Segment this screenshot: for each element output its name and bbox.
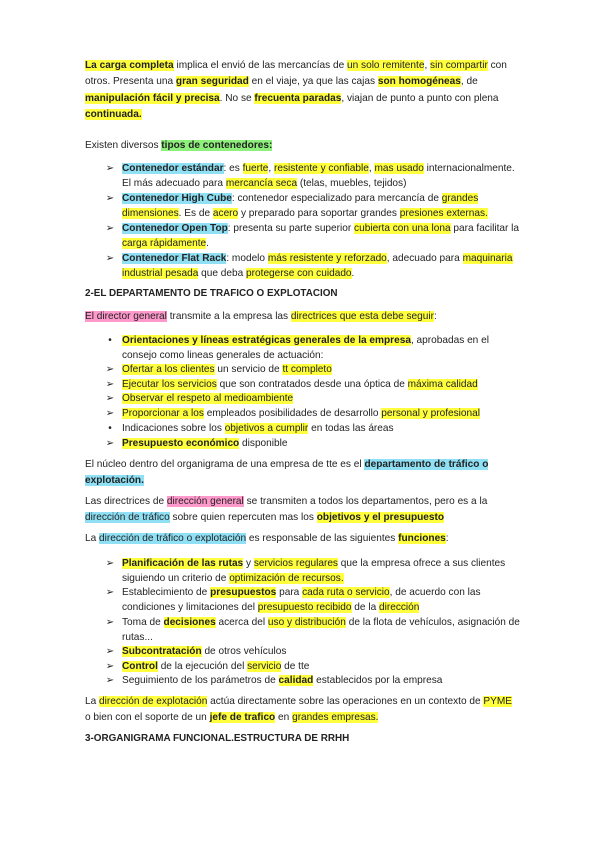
list-item — [103, 436, 523, 451]
text: o bien con el soporte de un — [85, 712, 210, 724]
text: actúa directamente sobre las operaciones en un contexto de — [207, 696, 484, 707]
text: empleados posibilidades de desarrollo — [203, 408, 382, 419]
list-item — [103, 673, 523, 688]
highlight: Ejecutar los servicios — [122, 379, 217, 390]
text: La — [85, 533, 100, 544]
text: . — [351, 268, 355, 279]
highlight: cubierta con una lona — [354, 223, 451, 234]
arrow-icon: ➢ — [105, 646, 115, 657]
list-item — [103, 556, 523, 586]
highlight: mas usado — [374, 163, 424, 174]
text: en — [275, 712, 293, 724]
highlight: Contenedor High Cube — [122, 193, 232, 204]
arrow-icon: ➢ — [105, 587, 115, 598]
text: , — [268, 163, 275, 174]
highlight: protegerse con cuidado — [246, 268, 352, 279]
paragraph-carga-completa — [85, 58, 520, 124]
paragraph-tipos — [85, 138, 520, 154]
arrow-icon: ➢ — [105, 163, 115, 174]
arrow-icon: ➢ — [105, 379, 115, 390]
arrow-icon: ➢ — [105, 408, 115, 419]
highlight: dirección de tráfico o explotación — [99, 533, 247, 544]
text: establecidos por la empresa — [313, 675, 443, 686]
list-item — [103, 221, 523, 251]
list-item — [103, 659, 523, 674]
text: transmite a la empresa las — [166, 311, 291, 322]
highlight: PYME — [483, 696, 513, 707]
text: se transmiten a todos los departamentos, pero es a la — [243, 496, 488, 507]
highlight: dirección general — [166, 496, 244, 507]
highlight: carga rápidamente — [122, 238, 207, 249]
text: , de — [460, 76, 478, 88]
highlight: jefe de trafico — [209, 712, 276, 724]
text: Seguimiento de los parámetros de — [122, 675, 279, 686]
arrow-icon: ➢ — [105, 193, 115, 204]
section-heading: 3-ORGANIGRAMA FUNCIONAL.ESTRUCTURA DE RRHH — [85, 733, 350, 744]
highlight: cada ruta o servicio — [302, 587, 390, 598]
text: en el viaje, ya que las cajas — [248, 76, 378, 88]
highlight: dirección de explotación — [99, 696, 208, 707]
text: : modelo — [226, 253, 268, 264]
highlight: Control — [122, 661, 158, 672]
list-item — [103, 377, 523, 392]
highlight: servicios regulares — [253, 558, 338, 569]
highlight: un solo remitente — [347, 60, 425, 71]
text: de la flota de vehículos, asignación de rutas... — [122, 617, 520, 643]
highlight: sin compartir — [430, 60, 488, 71]
highlight: mercancía seca — [225, 178, 298, 189]
highlight: Subcontratación — [122, 646, 202, 657]
arrow-icon: ➢ — [105, 438, 115, 449]
text: que la empresa ofrece a sus clientes siguiendo un criterio de — [122, 558, 506, 584]
highlight: presupuestos — [210, 587, 277, 598]
bullet-icon: • — [108, 335, 112, 346]
text: de la ejecución del — [157, 661, 248, 672]
text: . — [206, 238, 209, 249]
text: Toma de — [122, 617, 164, 628]
text: es responsable de las siguientes — [246, 533, 399, 544]
list-item — [103, 585, 523, 615]
highlight: presupuesto recibido — [257, 602, 352, 613]
text: y preparado para soportar grandes — [238, 208, 400, 219]
bullet-icon: • — [108, 423, 112, 434]
text: disponible — [239, 438, 288, 449]
text: . Es de — [178, 208, 213, 219]
text: de la — [351, 602, 379, 613]
arrow-icon: ➢ — [105, 661, 115, 672]
highlight: continuada. — [85, 109, 142, 121]
text: : — [433, 311, 437, 322]
text: de tte — [281, 661, 310, 672]
highlight: uso y distribución — [267, 617, 346, 628]
text: que deba — [198, 268, 247, 279]
highlight: calidad — [278, 675, 314, 686]
text: : contenedor especializado para mercancía de — [231, 193, 442, 204]
arrow-icon: ➢ — [105, 393, 115, 404]
highlight: directrices que esta debe seguir — [290, 311, 434, 322]
paragraph-directrices — [85, 494, 520, 527]
text: sobre quien repercuten mas los — [169, 512, 317, 524]
text: : presenta su parte superior — [227, 223, 355, 234]
highlight: Contenedor estándar — [122, 163, 224, 174]
text: con otros. Presenta una — [85, 60, 507, 88]
highlight: Proporcionar a los — [122, 408, 204, 419]
highlight: tt completo — [282, 364, 332, 375]
highlight: grandes empresas. — [292, 712, 379, 724]
highlight: maquinaria industrial pesada — [122, 253, 513, 279]
paragraph-director — [85, 309, 520, 325]
list-item — [103, 391, 523, 406]
list-item — [103, 615, 523, 645]
text: internacionalmente. El más adecuado para — [122, 163, 515, 189]
highlight: Ofertar a los clientes — [122, 364, 215, 375]
highlight: La carga completa — [85, 60, 174, 71]
highlight: objetivos y el presupuesto — [316, 512, 445, 524]
text: Existen diversos — [85, 140, 162, 151]
list-item — [103, 191, 523, 221]
section-heading: 2-EL DEPARTAMENTO DE TRAFICO O EXPLOTACION — [85, 288, 338, 299]
arrow-icon: ➢ — [105, 223, 115, 234]
highlight: dirección de tráfico — [85, 512, 170, 524]
highlight: Contenedor Open Top — [122, 223, 228, 234]
arrow-icon: ➢ — [105, 617, 115, 628]
highlight: presiones externas. — [399, 208, 488, 219]
text: (telas, muebles, tejidos) — [297, 178, 407, 189]
list-item — [103, 406, 523, 421]
text: , — [368, 163, 375, 174]
list-item — [103, 362, 523, 377]
text: : — [445, 533, 449, 544]
text: en todas las áreas — [308, 423, 394, 434]
text: para facilitar la — [450, 223, 520, 234]
text: Establecimiento de — [122, 587, 211, 598]
paragraph-nucleo — [85, 457, 520, 490]
highlight: acero — [212, 208, 239, 219]
highlight: departamento de tráfico o explotación. — [85, 459, 489, 487]
highlight: decisiones — [163, 617, 216, 628]
highlight: más resistente y reforzado — [267, 253, 387, 264]
highlight: Orientaciones y líneas estratégicas generales de la empresa — [122, 335, 411, 346]
highlight: Observar el respeto al medioambiente — [122, 393, 294, 404]
highlight: funciones — [398, 533, 446, 544]
arrow-icon: ➢ — [105, 253, 115, 264]
text: , viajan de punto a punto con plena — [341, 92, 499, 104]
text: que son contratados desde una óptica de — [216, 379, 408, 390]
highlight: resistente y confiable — [274, 163, 369, 174]
text: Indicaciones sobre los — [122, 423, 225, 434]
highlight: frecuenta paradas — [254, 92, 342, 104]
highlight: máxima calidad — [407, 379, 478, 390]
text: : es — [223, 163, 243, 174]
list-item — [103, 161, 523, 191]
text: , aprobadas en el consejo como lineas generales de actuación: — [122, 335, 489, 361]
highlight: El director general — [85, 311, 167, 322]
text: , — [424, 60, 431, 71]
highlight: gran seguridad — [175, 76, 249, 88]
arrow-icon: ➢ — [105, 364, 115, 375]
text: implica el envió de las mercancías de — [173, 60, 347, 71]
highlight: personal y profesional — [381, 408, 480, 419]
highlight: tipos de contenedores: — [161, 140, 273, 151]
highlight: dirección — [379, 602, 420, 613]
highlight: grandes dimensiones — [122, 193, 479, 219]
highlight: Planificación de las rutas — [122, 558, 244, 569]
paragraph-funciones — [85, 531, 520, 547]
text: Las directrices de — [85, 496, 167, 507]
text: para — [276, 587, 303, 598]
text: un servicio de — [214, 364, 283, 375]
paragraph-explotacion — [85, 694, 520, 727]
highlight: son homogéneas — [377, 76, 461, 88]
text: , adecuado para — [386, 253, 463, 264]
arrow-icon: ➢ — [105, 558, 115, 569]
list-item — [103, 421, 523, 436]
highlight: Contenedor Flat Rack — [122, 253, 227, 264]
highlight: objetivos a cumplir — [224, 423, 309, 434]
list-item — [103, 333, 523, 363]
highlight: Presupuesto económico — [122, 438, 240, 449]
text: acerca del — [215, 617, 268, 628]
text: . No se — [219, 92, 255, 104]
text: de otros vehículos — [201, 646, 287, 657]
arrow-icon: ➢ — [105, 675, 115, 686]
text: La — [85, 696, 100, 707]
highlight: servicio — [247, 661, 282, 672]
text: y — [243, 558, 254, 569]
text: , de acuerdo con las condiciones y limitaciones del — [122, 587, 481, 613]
highlight: fuerte — [242, 163, 269, 174]
list-item — [103, 644, 523, 659]
text: El núcleo dentro del organigrama de una empresa de tte es el — [85, 459, 365, 470]
highlight: manipulación fácil y precisa — [85, 92, 220, 104]
highlight: optimización de recursos. — [229, 573, 344, 584]
list-item — [103, 251, 523, 281]
